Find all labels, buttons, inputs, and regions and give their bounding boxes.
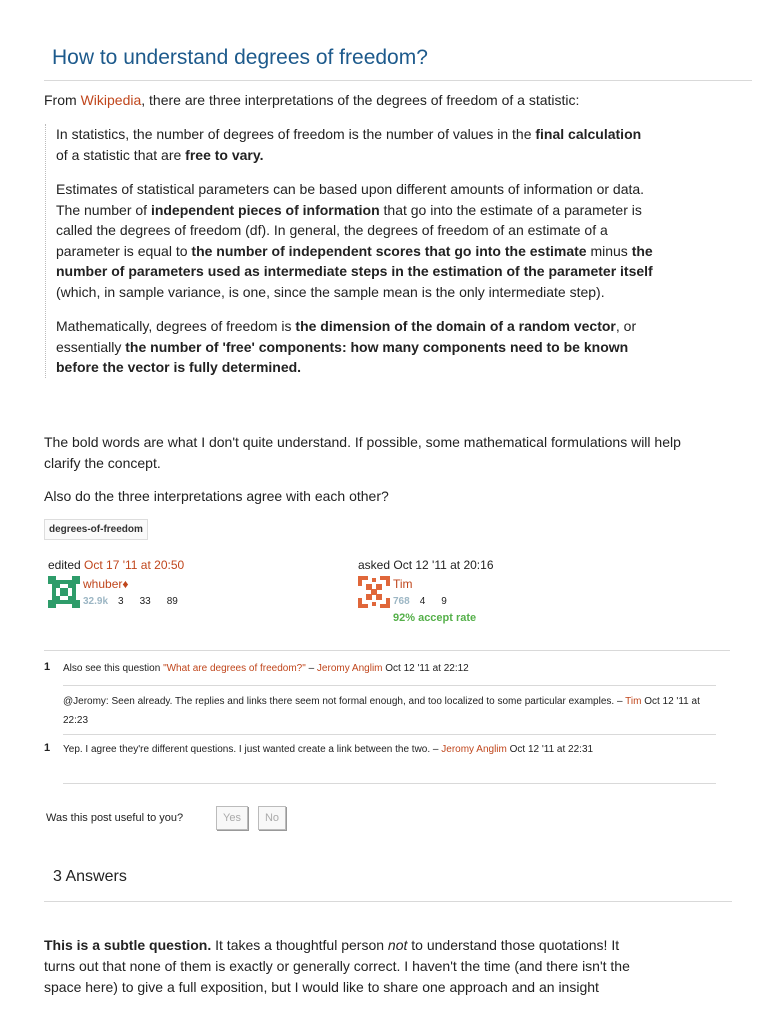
title-divider <box>44 80 752 81</box>
answer-body-paragraph: This is a subtle question. It takes a thoughtful person not to understand those quotations! It turns out that none of them is exactly or generally correct. I haven't the time (and there isn't the space here) to give a full exposition, but I would like to share one approach and an insight <box>44 937 630 995</box>
accept-rate: 92% accept rate <box>393 612 477 624</box>
editor-name-link[interactable]: whuber♦ <box>83 577 129 591</box>
asked-label: asked Oct 12 '11 at 20:16 <box>358 558 494 572</box>
asker-avatar[interactable] <box>358 576 390 608</box>
asker-name-link[interactable]: Tim <box>393 577 413 591</box>
intro-text-after: , there are three interpretations of the degrees of freedom of a statistic: <box>141 92 580 108</box>
comment-divider <box>63 734 716 735</box>
answers-divider <box>44 901 732 902</box>
bronze-badge-count: 89 <box>166 596 178 607</box>
useful-prompt: Was this post useful to you? <box>46 812 184 824</box>
quote-paragraph-3: Mathematically, degrees of freedom is the dimension of the domain of a random vector, or essentially the number of 'free' components: how many components need to be known before the vector is fully determined. <box>56 318 637 375</box>
wikipedia-link[interactable]: Wikipedia <box>80 92 142 108</box>
question-title[interactable]: How to understand degrees of freedom? <box>52 46 428 69</box>
edit-signature <box>48 558 184 572</box>
ask-signature <box>358 558 494 572</box>
vote-no-button[interactable]: No <box>258 806 286 830</box>
comment-user-link[interactable]: Tim <box>625 696 642 707</box>
vote-yes-button[interactable]: Yes <box>216 806 248 830</box>
comment-divider <box>63 685 716 686</box>
editor-reputation <box>83 596 178 607</box>
gold-badge-count: 3 <box>118 596 124 607</box>
comment-date: Oct 12 '11 at 22:23 <box>63 696 700 726</box>
answers-count-header: 3 Answers <box>53 868 127 885</box>
reputation-score: 32.9k <box>83 596 109 607</box>
comment-score: 1 <box>44 661 51 673</box>
comment-divider <box>63 783 716 784</box>
blockquote <box>45 124 656 378</box>
question-intro <box>44 92 579 108</box>
silver-badge-count: 33 <box>139 596 151 607</box>
bronze-badge-count: 9 <box>441 596 447 607</box>
tag-degrees-of-freedom[interactable]: degrees-of-freedom <box>44 519 148 540</box>
reputation-score: 768 <box>393 596 410 607</box>
quote-paragraph-1: In statistics, the number of degrees of freedom is the number of values in the final calculation of a statistic that are free to vary. <box>56 126 642 163</box>
edit-history-link[interactable]: Oct 17 '11 at 20:50 <box>84 558 185 572</box>
silver-badge-count: 4 <box>419 596 426 607</box>
intro-text-before: From <box>44 92 81 108</box>
comment: Also see this question "What are degrees of freedom?" – Jeromy Anglim Oct 12 '11 at 22:12 <box>63 663 469 674</box>
edited-label: edited <box>48 558 85 572</box>
asker-reputation <box>393 596 447 607</box>
editor-avatar[interactable] <box>48 576 80 608</box>
comment-question-link[interactable]: "What are degrees of freedom?" <box>163 663 306 674</box>
comment-date: Oct 12 '11 at 22:12 <box>382 663 469 674</box>
question-body-paragraph: Also do the three interpretations agree with each other? <box>44 488 389 504</box>
comment-date: Oct 12 '11 at 22:31 <box>506 744 594 755</box>
comment-user-link[interactable]: Jeromy Anglim <box>441 744 507 755</box>
comments-divider <box>44 650 730 651</box>
comment: Yep. I agree they're different questions. I just wanted create a link between the two. – Jeromy Anglim Oct 12 '11 at 22:31 <box>63 744 594 755</box>
moderator-diamond-icon: ♦ <box>122 577 129 591</box>
quote-paragraph-2: Estimates of statistical parameters can be based upon different amounts of information or data. The number of independent pieces of information that go into the estimate of a parameter is called the degrees of freedom (df). In general, the degrees of freedom of an estimate of a parameter is equal to the number of independent scores that go into the estimate minus the number of parameters used as intermediate steps in the estimation of the parameter itself (which, in sample variance, is one, since the sample mean is the only intermediate step). <box>56 181 653 300</box>
comment-score: 1 <box>44 742 51 754</box>
question-body-paragraph: The bold words are what I don't quite understand. If possible, some mathematical formulations will help clarify the concept. <box>44 434 681 471</box>
comment-user-link[interactable]: Jeromy Anglim <box>316 663 383 674</box>
comment: @Jeromy: Seen already. The replies and links there seem not formal enough, and too localized to some particular examples. – Tim Oct 12 '11 at 22:23 <box>63 696 700 726</box>
